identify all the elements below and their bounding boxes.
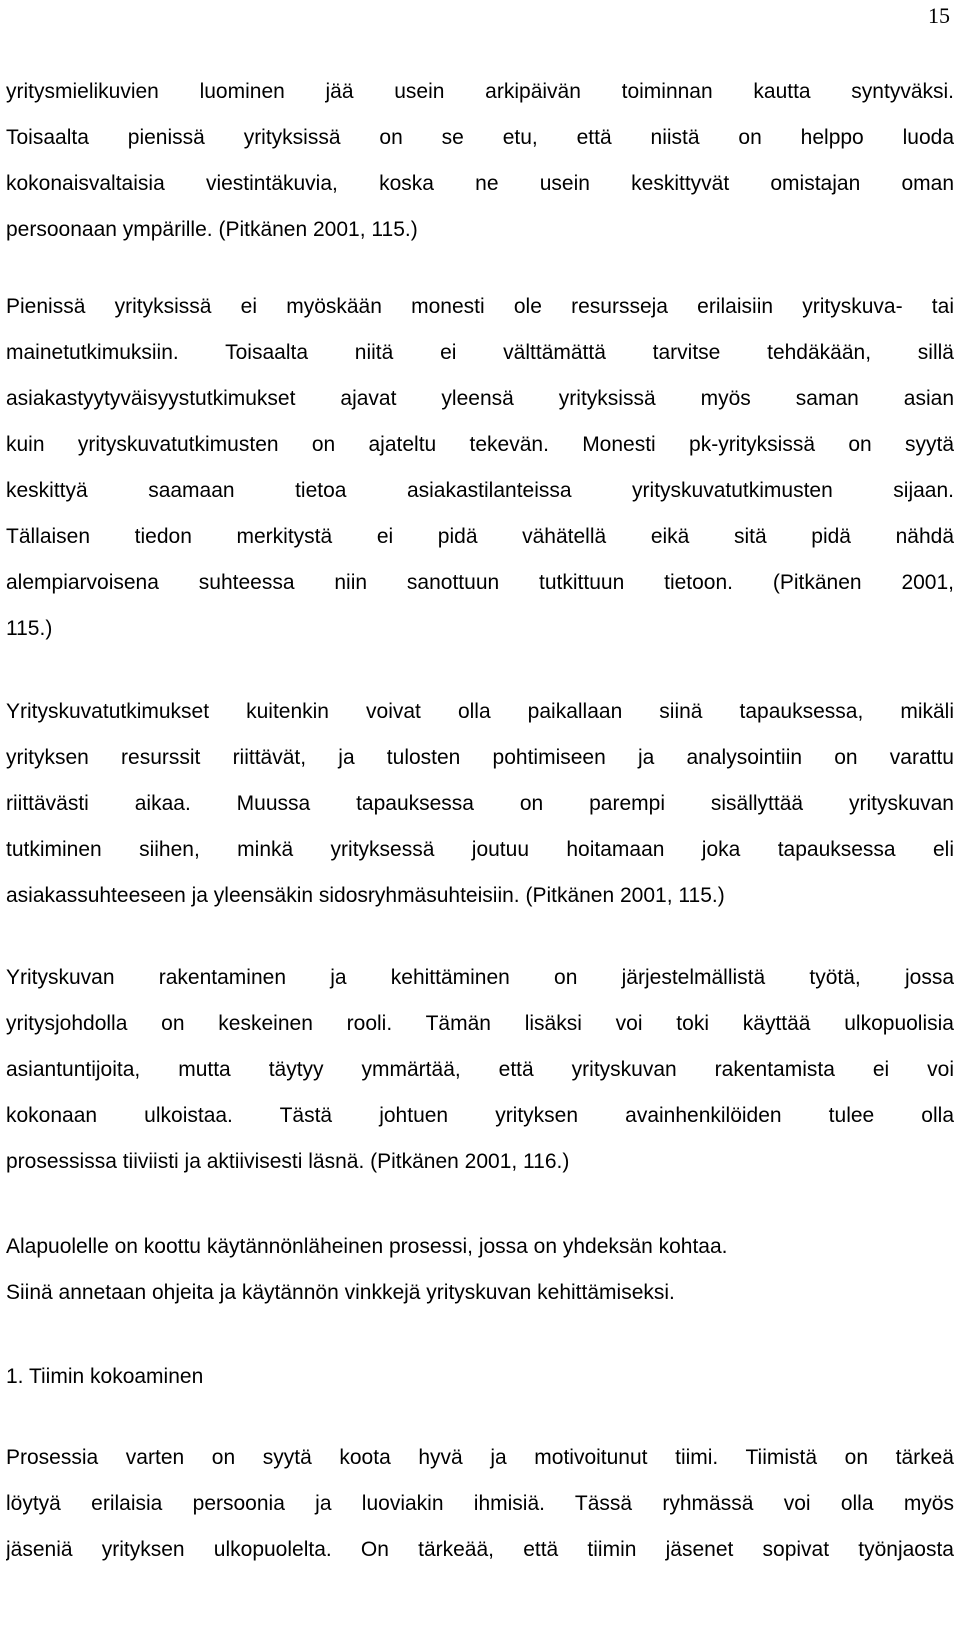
- text-line: Yrityskuvan rakentaminen ja kehittäminen on järjestelmällistä työtä, jossa: [6, 966, 954, 989]
- text-line: asiakastyytyväisyystutkimukset ajavat yleensä yrityksissä myös saman asian: [6, 387, 954, 410]
- paragraph-2: [6, 284, 954, 652]
- text-line: persoonaan ympärille. (Pitkänen 2001, 115.): [6, 218, 418, 241]
- paragraph-6: [6, 1435, 954, 1573]
- text-line: riittävästi aikaa. Muussa tapauksessa on parempi sisällyttää yrityskuvan: [6, 792, 954, 815]
- paragraph-4: [6, 955, 954, 1185]
- text-line: jäseniä yrityksen ulkopuolelta. On tärkeää, että tiimin jäsenet sopivat työnjaosta: [6, 1538, 954, 1561]
- section-heading-text: 1. Tiimin kokoaminen: [6, 1365, 204, 1388]
- text-line: Yrityskuvatutkimukset kuitenkin voivat olla paikallaan siinä tapauksessa, mikäli: [6, 700, 954, 723]
- text-line: keskittyä saamaan tietoa asiakastilanteissa yrityskuvatutkimusten sijaan.: [6, 479, 954, 502]
- text-line: prosessissa tiiviisti ja aktiivisesti läsnä. (Pitkänen 2001, 116.): [6, 1150, 570, 1173]
- document-body: [6, 69, 954, 1573]
- text-line: asiantuntijoita, mutta täytyy ymmärtää, että yrityskuvan rakentamista ei voi: [6, 1058, 954, 1081]
- text-line: yritysmielikuvien luominen jää usein arkipäivän toiminnan kautta syntyväksi.: [6, 80, 954, 103]
- text-line: Prosessia varten on syytä koota hyvä ja motivoitunut tiimi. Tiimistä on tärkeä: [6, 1446, 954, 1469]
- text-line: 115.): [6, 617, 53, 640]
- text-line: Tällaisen tiedon merkitystä ei pidä vähätellä eikä sitä pidä nähdä: [6, 525, 954, 548]
- page-number: 15: [928, 3, 950, 28]
- text-line: kuin yrityskuvatutkimusten on ajateltu tekevän. Monesti pk-yrityksissä on syytä: [6, 433, 954, 456]
- text-line: yritysjohdolla on keskeinen rooli. Tämän lisäksi voi toki käyttää ulkopuolisia: [6, 1012, 954, 1035]
- text-line: Toisaalta pienissä yrityksissä on se etu, että niistä on helppo luoda: [6, 126, 954, 149]
- text-line: yrityksen resurssit riittävät, ja tulosten pohtimiseen ja analysointiin on varattu: [6, 746, 954, 769]
- text-line: mainetutkimuksiin. Toisaalta niitä ei välttämättä tarvitse tehdäkään, sillä: [6, 341, 954, 364]
- text-line: löytyä erilaisia persoonia ja luoviakin ihmisiä. Tässä ryhmässä voi olla myös: [6, 1492, 954, 1515]
- paragraph-3: [6, 689, 954, 919]
- text-line: kokonaan ulkoistaa. Tästä johtuen yrityksen avainhenkilöiden tulee olla: [6, 1104, 954, 1127]
- text-line: Pienissä yrityksissä ei myöskään monesti ole resursseja erilaisiin yrityskuva- tai: [6, 295, 954, 318]
- text-line: Alapuolelle on koottu käytännönläheinen prosessi, jossa on yhdeksän kohtaa.: [6, 1235, 728, 1258]
- text-line: Siinä annetaan ohjeita ja käytännön vinkkejä yrityskuvan kehittämiseksi.: [6, 1281, 675, 1304]
- section-heading: [6, 1354, 954, 1400]
- text-line: kokonaisvaltaisia viestintäkuvia, koska ne usein keskittyvät omistajan oman: [6, 172, 954, 195]
- paragraph-1: [6, 69, 954, 253]
- text-line: alempiarvoisena suhteessa niin sanottuun tutkittuun tietoon. (Pitkänen 2001,: [6, 571, 954, 594]
- text-line: asiakassuhteeseen ja yleensäkin sidosryhmäsuhteisiin. (Pitkänen 2001, 115.): [6, 884, 725, 907]
- paragraph-5: [6, 1224, 954, 1316]
- text-line: tutkiminen siihen, minkä yrityksessä joutuu hoitamaan joka tapauksessa eli: [6, 838, 954, 861]
